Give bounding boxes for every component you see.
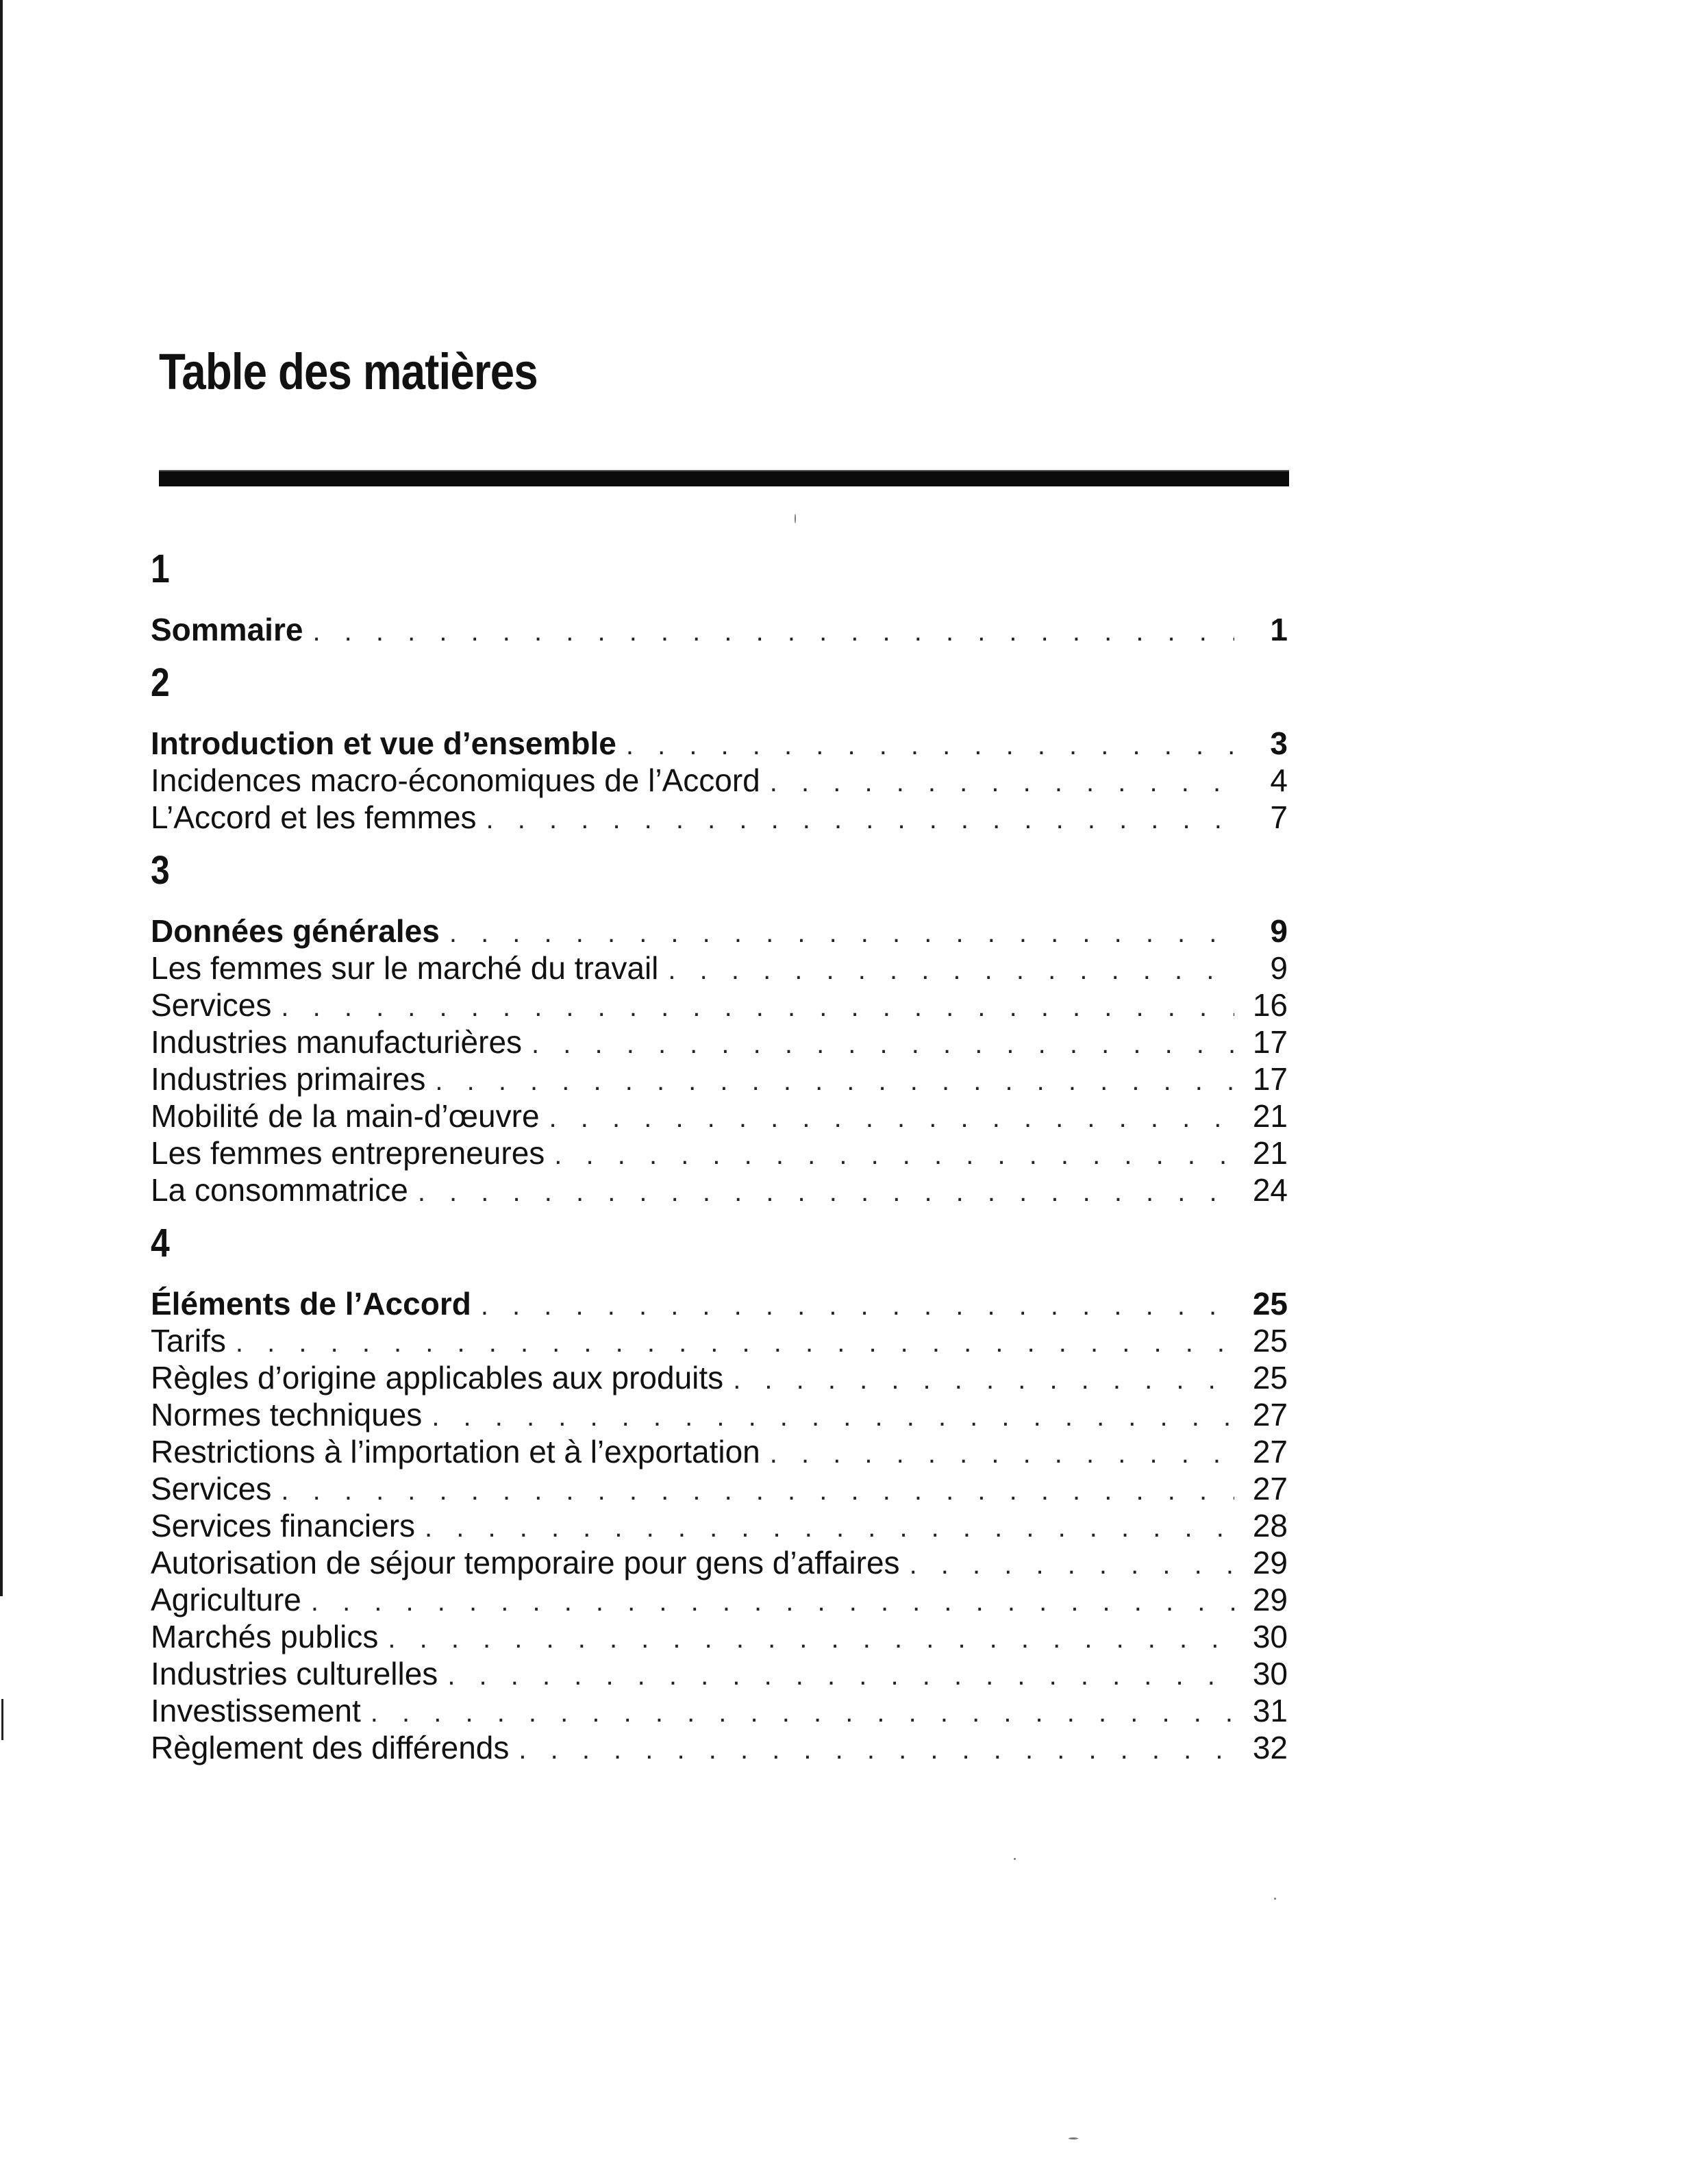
toc-entry <box>151 1581 1288 1618</box>
toc-entry-label: Normes techniques <box>151 1397 423 1432</box>
toc-entry-label: L’Accord et les femmes <box>151 799 477 835</box>
toc-entry-page: 25 <box>1252 1323 1288 1358</box>
toc-entry-page: 27 <box>1252 1397 1288 1432</box>
chapter-number: 1 <box>151 547 170 591</box>
dot-leader <box>668 952 1234 989</box>
toc-entry-page: 27 <box>1252 1471 1288 1506</box>
toc-entry-page: 32 <box>1252 1730 1288 1765</box>
scan-speck <box>1014 1858 1016 1860</box>
toc-entry <box>151 986 1288 1023</box>
toc-entry-label: Industries culturelles <box>151 1656 438 1691</box>
dot-leader <box>532 1026 1234 1063</box>
dot-leader <box>281 989 1234 1026</box>
dot-leader <box>486 801 1234 838</box>
toc-entry-page: 9 <box>1270 913 1288 949</box>
toc-entry <box>151 725 1288 762</box>
toc-entry-label: Tarifs <box>151 1323 226 1358</box>
dot-leader <box>733 1361 1234 1398</box>
toc-entry-label: Règles d’origine applicables aux produits <box>151 1360 724 1395</box>
toc-entry-label: Règlement des différends <box>151 1730 510 1765</box>
dot-leader <box>770 1435 1234 1472</box>
toc-entry <box>151 1097 1288 1134</box>
chapter-3 <box>151 840 1288 1208</box>
toc-entry-page: 29 <box>1252 1582 1288 1617</box>
toc-entry <box>151 1322 1288 1359</box>
dot-leader <box>418 1174 1234 1211</box>
toc-entry <box>151 762 1288 799</box>
chapter-number: 3 <box>151 848 170 893</box>
toc-entry-page: 17 <box>1252 1024 1288 1060</box>
page-title: Table des matières <box>159 343 538 400</box>
dot-leader <box>626 727 1234 764</box>
toc-entry <box>151 950 1288 986</box>
toc-entry-page: 9 <box>1270 950 1288 986</box>
toc-entry-label: Services <box>151 987 272 1023</box>
toc-entry-label: Incidences macro-économiques de l’Accord <box>151 762 760 798</box>
dot-leader <box>554 1137 1234 1174</box>
toc-entry <box>151 1134 1288 1171</box>
toc-entry-label: Les femmes sur le marché du travail <box>151 950 659 986</box>
toc-entry-page: 25 <box>1252 1360 1288 1395</box>
toc-entry-page: 30 <box>1252 1619 1288 1654</box>
toc-entry-label: Mobilité de la main-d’œuvre <box>151 1098 540 1134</box>
toc-entry-page: 4 <box>1270 762 1288 798</box>
dot-leader <box>311 1583 1234 1620</box>
toc-entry <box>151 1060 1288 1097</box>
toc-entry-label: Services financiers <box>151 1508 416 1543</box>
toc-entry-label: Éléments de l’Accord <box>151 1286 471 1321</box>
dot-leader <box>312 613 1234 650</box>
dot-leader <box>549 1100 1234 1137</box>
scan-edge-mark <box>1 1699 3 1740</box>
toc-entry-page: 27 <box>1252 1434 1288 1469</box>
dot-leader <box>910 1546 1234 1583</box>
chapter-2 <box>151 652 1288 836</box>
dot-leader <box>425 1509 1234 1546</box>
dot-leader <box>481 1287 1234 1324</box>
dot-leader <box>447 1657 1234 1694</box>
toc-entry <box>151 1692 1288 1729</box>
toc-entry-label: Sommaire <box>151 612 303 647</box>
dot-leader <box>432 1398 1234 1435</box>
dot-leader <box>281 1472 1234 1509</box>
toc-entry-page: 31 <box>1252 1693 1288 1728</box>
chapter-number: 4 <box>151 1221 170 1265</box>
dot-leader <box>388 1620 1234 1657</box>
dot-leader <box>371 1694 1234 1731</box>
table-of-contents <box>151 534 1288 1766</box>
toc-entry <box>151 1285 1288 1322</box>
toc-entry-page: 30 <box>1252 1656 1288 1691</box>
toc-entry-label: Industries primaires <box>151 1061 426 1097</box>
chapter-4 <box>151 1213 1288 1766</box>
toc-entry-page: 1 <box>1270 612 1288 647</box>
toc-entry <box>151 913 1288 950</box>
scan-speck <box>1069 2137 1078 2139</box>
toc-entry-page: 21 <box>1252 1135 1288 1171</box>
dot-leader <box>519 1731 1234 1768</box>
toc-entry-label: Marchés publics <box>151 1619 379 1654</box>
chapter-1 <box>151 538 1288 648</box>
toc-entry-page: 16 <box>1252 987 1288 1023</box>
toc-entry-label: La consommatrice <box>151 1172 408 1208</box>
toc-entry-page: 25 <box>1252 1286 1288 1321</box>
toc-entry-page: 28 <box>1252 1508 1288 1543</box>
toc-entry <box>151 799 1288 836</box>
toc-entry-page: 29 <box>1252 1545 1288 1580</box>
toc-entry-label: Restrictions à l’importation et à l’exportation <box>151 1434 760 1469</box>
title-rule <box>159 470 1289 486</box>
toc-entry <box>151 1618 1288 1655</box>
toc-entry-label: Services <box>151 1471 272 1506</box>
scan-edge-shadow <box>0 0 3 1596</box>
toc-entry-page: 21 <box>1252 1098 1288 1134</box>
toc-entry-page: 24 <box>1252 1172 1288 1208</box>
toc-entry-label: Agriculture <box>151 1582 301 1617</box>
toc-entry-page: 7 <box>1270 799 1288 835</box>
toc-entry-label: Industries manufacturières <box>151 1024 523 1060</box>
chapter-number: 2 <box>151 660 170 705</box>
toc-entry <box>151 1396 1288 1433</box>
scan-speck <box>1274 1898 1276 1900</box>
toc-entry <box>151 1171 1288 1208</box>
toc-entry-label: Données générales <box>151 913 440 949</box>
toc-entry <box>151 1470 1288 1507</box>
toc-entry <box>151 1433 1288 1470</box>
toc-entry-label: Introduction et vue d’ensemble <box>151 725 616 761</box>
toc-entry-label: Autorisation de séjour temporaire pour gens d’affaires <box>151 1545 900 1580</box>
toc-entry <box>151 1544 1288 1581</box>
toc-entry-page: 17 <box>1252 1061 1288 1097</box>
toc-entry <box>151 1655 1288 1692</box>
scan-speck <box>795 514 796 523</box>
dot-leader <box>236 1324 1234 1361</box>
dot-leader <box>449 915 1234 952</box>
toc-entry <box>151 1359 1288 1396</box>
toc-entry <box>151 611 1288 648</box>
toc-entry-page: 3 <box>1270 725 1288 761</box>
dot-leader <box>435 1063 1234 1100</box>
toc-entry <box>151 1507 1288 1544</box>
toc-entry-label: Les femmes entrepreneures <box>151 1135 545 1171</box>
toc-entry <box>151 1023 1288 1060</box>
toc-entry <box>151 1729 1288 1766</box>
toc-entry-label: Investissement <box>151 1693 361 1728</box>
dot-leader <box>770 764 1234 801</box>
